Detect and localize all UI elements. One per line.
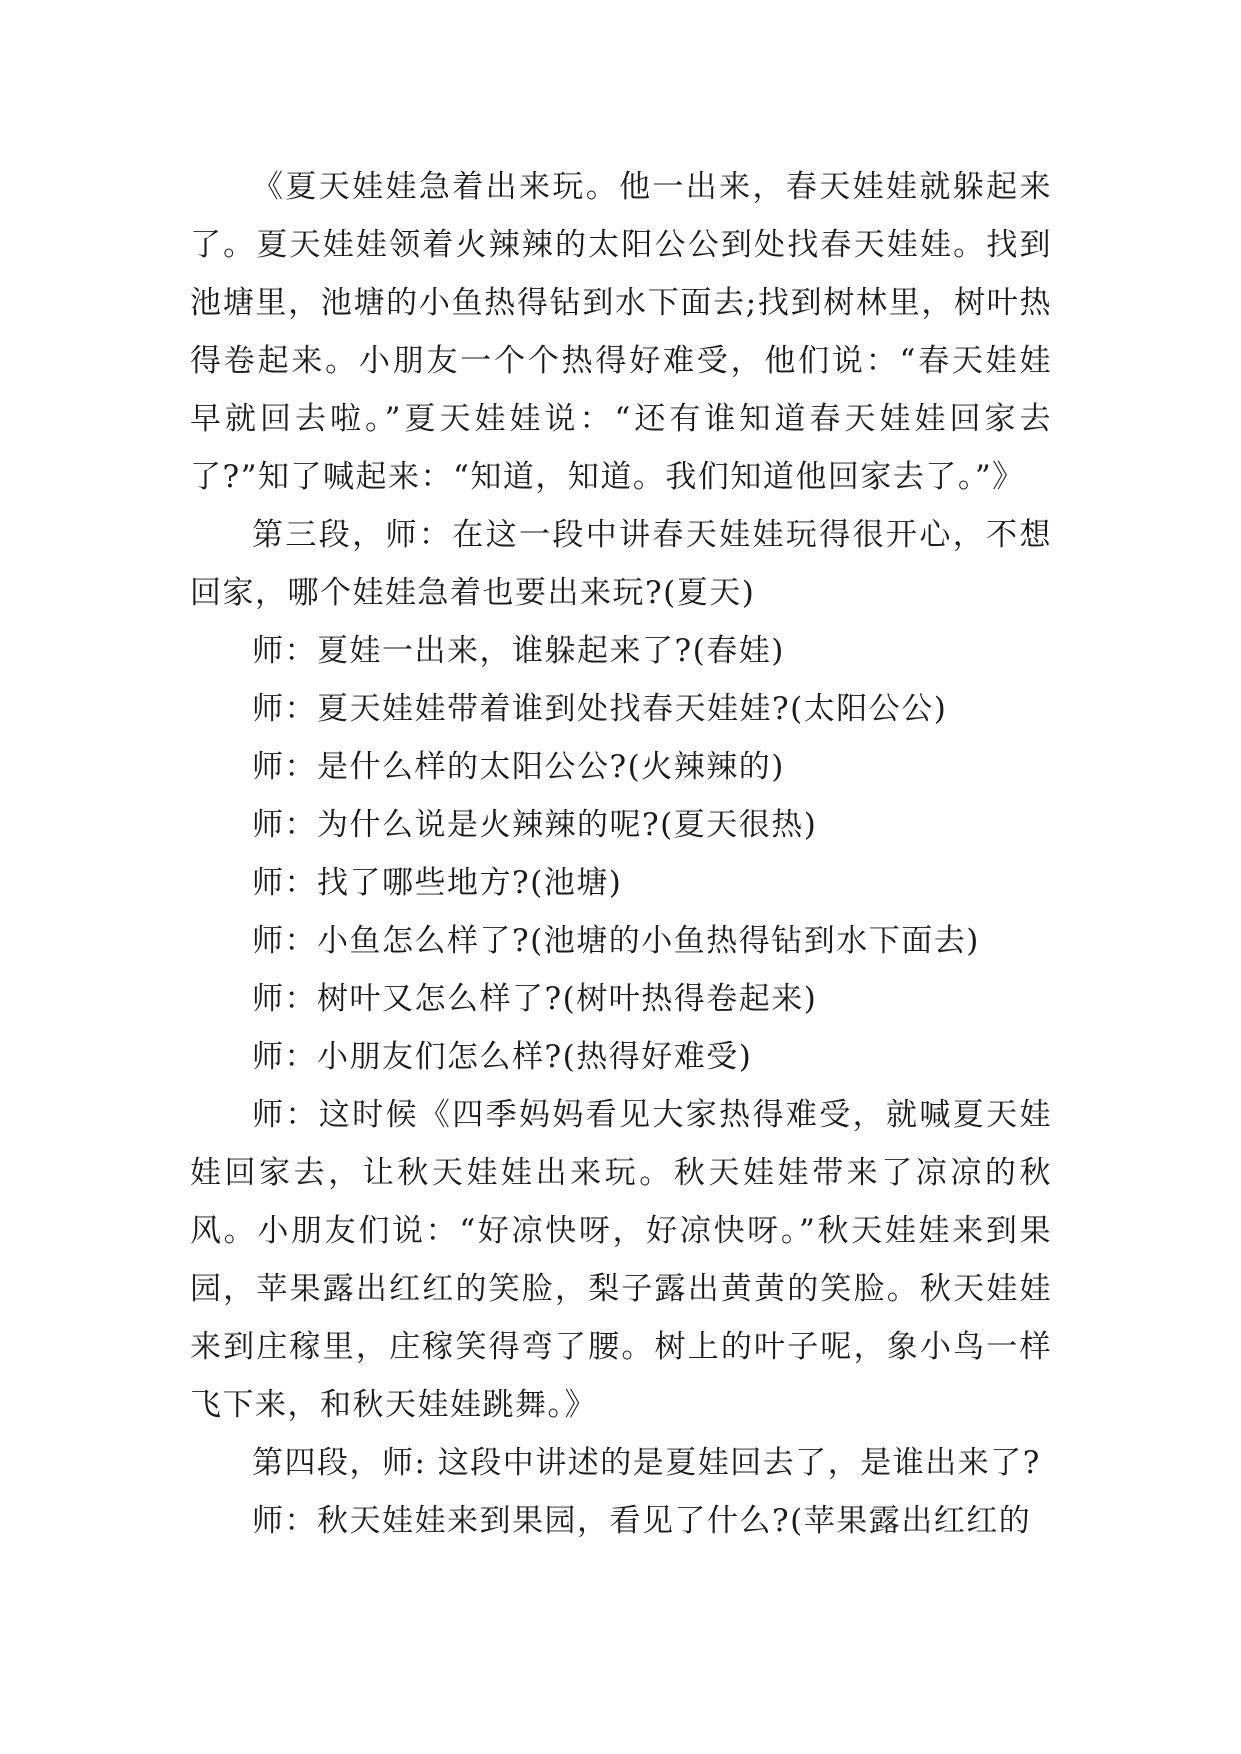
teacher-question-paragraph: 师：找了哪些地方?(池塘)	[252, 865, 623, 901]
teacher-question-paragraph: 师：夏娃一出来，谁躲起来了?(春娃)	[252, 633, 785, 669]
teacher-question-paragraph: 师：树叶又怎么样了?(树叶热得卷起来)	[252, 981, 818, 1017]
teacher-question-paragraph: 师：小朋友们怎么样?(热得好难受)	[252, 1039, 753, 1075]
teacher-question-paragraph: 师：秋天娃娃来到果园，看见了什么?(苹果露出红红的	[252, 1503, 1032, 1539]
teacher-question-paragraph: 师：是什么样的太阳公公?(火辣辣的)	[252, 749, 785, 785]
teacher-question-paragraph: 师：夏天娃娃带着谁到处找春天娃娃?(太阳公公)	[252, 691, 948, 727]
teacher-question-paragraph: 师：为什么说是火辣辣的呢?(夏天很热)	[252, 807, 818, 843]
section-four-intro-paragraph: 第四段，师: 这段中讲述的是夏娃回去了，是谁出来了?	[252, 1445, 1041, 1481]
story-excerpt-autumn-paragraph: 师：这时候《四季妈妈看见大家热得难受，就喊夏天娃娃回家去，让秋天娃娃出来玩。秋天娃娃带来了凉凉的秋风。小朋友们说：“好凉快呀，好凉快呀。”秋天娃娃来到果园，苹果露出红红的笑脸，梨子露出黄黄的笑脸。秋天娃娃来到庄稼里，庄稼笑得弯了腰。树上的叶子呢，象小鸟一样飞下来，和秋天娃娃跳舞。》	[190, 1097, 1052, 1423]
teacher-question-paragraph: 师：小鱼怎么样了?(池塘的小鱼热得钻到水下面去)	[252, 923, 980, 959]
document-page	[190, 158, 1052, 1550]
story-excerpt-summer-paragraph: 《夏天娃娃急着出来玩。他一出来，春天娃娃就躲起来了。夏天娃娃领着火辣辣的太阳公公到处找春天娃娃。找到池塘里，池塘的小鱼热得钻到水下面去;找到树林里，树叶热得卷起来。小朋友一个个热得好难受，他们说：“春天娃娃早就回去啦。”夏天娃娃说：“还有谁知道春天娃娃回家去了?”知了喊起来：“知道，知道。我们知道他回家去了。”》	[190, 169, 1052, 495]
section-three-intro-paragraph: 第三段，师：在这一段中讲春天娃娃玩得很开心，不想回家，哪个娃娃急着也要出来玩?(夏天)	[190, 517, 1052, 611]
